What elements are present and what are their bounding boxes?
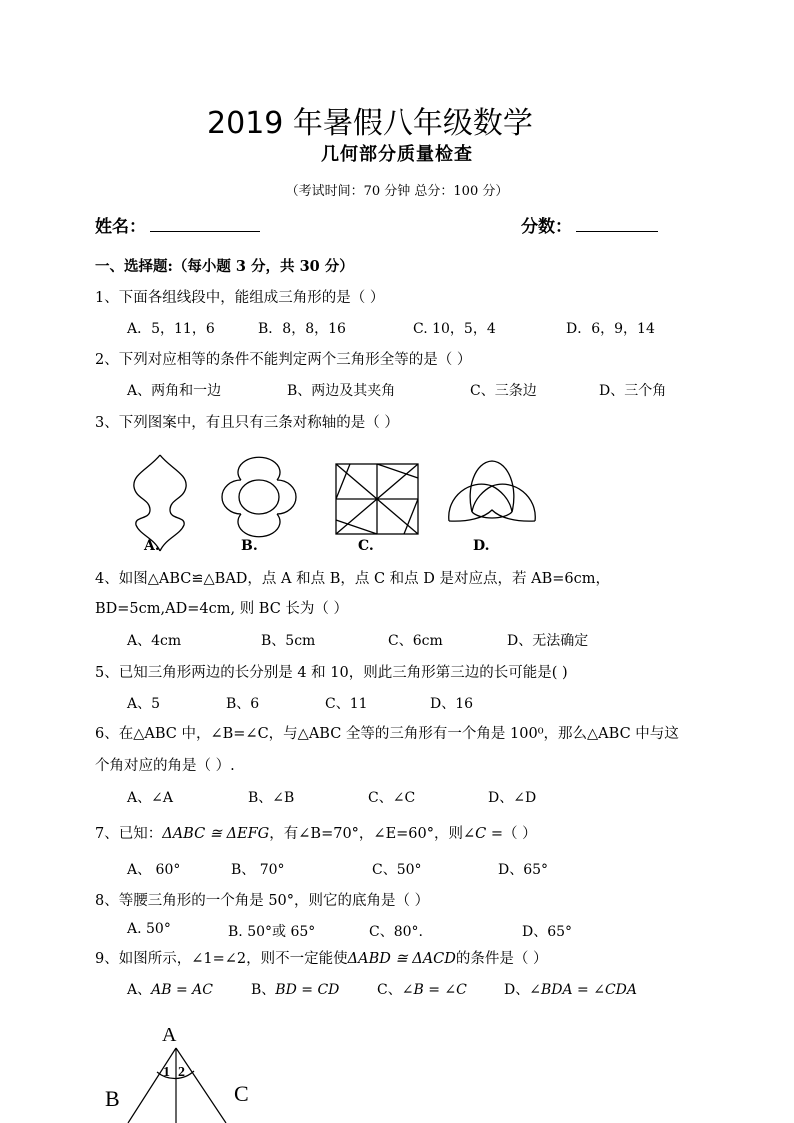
score-label: 分数： bbox=[521, 217, 572, 237]
q9-option-b-letter: B、 bbox=[251, 982, 276, 998]
exam-time-info: （考试时间：70 分钟 总分：100 分） bbox=[285, 184, 509, 199]
figure-a-label[interactable]: A. bbox=[144, 538, 160, 554]
q1-option-c[interactable]: C. 10，5，4 bbox=[413, 321, 496, 337]
point-a-label: A bbox=[162, 1024, 177, 1046]
q9-option-d-letter: D、 bbox=[504, 982, 530, 998]
q9-prefix: 9、如图所示，∠1=∠2，则不一定能使 bbox=[95, 951, 348, 967]
q2-option-c[interactable]: C、三条边 bbox=[470, 383, 537, 399]
point-c-label: C bbox=[234, 1081, 249, 1106]
q4-option-d[interactable]: D、无法确定 bbox=[507, 633, 589, 649]
q7-prefix: 7、已知： bbox=[95, 826, 163, 842]
name-label: 姓名： bbox=[95, 217, 146, 237]
q5-option-a[interactable]: A、5 bbox=[127, 696, 161, 712]
question-6-line-1: 6、在△ABC 中，∠B=∠C，与△ABC 全等的三角形有一个角是 100⁰，那么△ABC 中与这 bbox=[95, 726, 679, 742]
q8-option-a[interactable]: A. 50° bbox=[127, 921, 171, 937]
section-heading: 一、选择题:（每小题 3 分，共 30 分） bbox=[95, 258, 354, 275]
q2-option-d[interactable]: D、三个角 bbox=[599, 383, 667, 399]
q5-option-c[interactable]: C、11 bbox=[325, 696, 368, 712]
q7-middle: ，有∠B=70°，∠E=60°，则 bbox=[269, 826, 464, 842]
q6-option-c[interactable]: C、∠C bbox=[368, 790, 416, 806]
figure-b-label[interactable]: B. bbox=[241, 538, 258, 554]
q8-option-c[interactable]: C、80°. bbox=[369, 924, 423, 940]
question-8: 8、等腰三角形的一个角是 50°，则它的底角是（ ） bbox=[95, 893, 430, 909]
q7-option-d[interactable]: D、65° bbox=[498, 862, 549, 878]
q8-option-b[interactable]: B. 50°或 65° bbox=[228, 924, 316, 940]
q9-option-a-math: AB = AC bbox=[151, 982, 213, 998]
q9-option-b-math: BD = CD bbox=[275, 982, 340, 998]
line-ac bbox=[176, 1048, 226, 1123]
q5-option-d[interactable]: D、16 bbox=[430, 696, 474, 712]
q1-option-d[interactable]: D．6，9，14 bbox=[566, 321, 655, 337]
question-5: 5、已知三角形两边的长分别是 4 和 10，则此三角形第三边的长可能是( ) bbox=[95, 665, 568, 681]
question-4-line-1: 4、如图△ABC≌△BAD，点 A 和点 B，点 C 和点 D 是对应点，若 AB=6cm， bbox=[95, 571, 611, 587]
figure-c-label[interactable]: C. bbox=[358, 538, 374, 554]
q4-option-b[interactable]: B、5cm bbox=[261, 633, 316, 649]
q7-angle-c: ∠C = bbox=[463, 826, 504, 842]
q7-option-c[interactable]: C、50° bbox=[372, 862, 422, 878]
question-6-line-2: 个角对应的角是（ ）. bbox=[95, 758, 235, 774]
q7-option-b[interactable]: B、 70° bbox=[231, 862, 285, 878]
q4-option-c[interactable]: C、6cm bbox=[388, 633, 443, 649]
page-title: 2019 年暑假八年级数学 bbox=[207, 106, 533, 141]
q9-option-c-letter: C、 bbox=[377, 982, 402, 998]
page-subtitle: 几何部分质量检查 bbox=[321, 144, 473, 165]
q1-option-a[interactable]: A．5，11，6 bbox=[127, 321, 215, 337]
q6-option-a[interactable]: A、∠A bbox=[127, 790, 173, 806]
q7-suffix: （ ） bbox=[503, 826, 537, 842]
question-4-line-2: BD=5cm,AD=4cm, 则 BC 长为（ ） bbox=[95, 601, 349, 617]
point-b-label: B bbox=[105, 1086, 120, 1111]
q9-congruence: ΔABD ≅ ΔACD bbox=[347, 951, 456, 967]
q2-option-a[interactable]: A、两角和一边 bbox=[127, 383, 222, 399]
angle-1-label: 1 bbox=[163, 1065, 170, 1080]
line-ab bbox=[128, 1048, 176, 1123]
q9-option-a-letter: A、 bbox=[127, 982, 152, 998]
q7-option-a[interactable]: A、 60° bbox=[127, 862, 181, 878]
question-1: 1、下面各组线段中，能组成三角形的是（ ） bbox=[95, 290, 385, 306]
q7-congruence: ΔABC ≅ ΔEFG bbox=[162, 826, 270, 842]
q8-option-d[interactable]: D、65° bbox=[522, 924, 573, 940]
q6-option-b[interactable]: B、∠B bbox=[248, 790, 295, 806]
q9-suffix: 的条件是（ ） bbox=[455, 951, 548, 967]
question-2: 2、下列对应相等的条件不能判定两个三角形全等的是（ ） bbox=[95, 352, 472, 368]
q9-option-c-math: ∠B = ∠C bbox=[401, 982, 467, 998]
q2-option-b[interactable]: B、两边及其夹角 bbox=[287, 383, 396, 399]
q4-option-a[interactable]: A、4cm bbox=[127, 633, 182, 649]
angle-2-label: 2 bbox=[178, 1065, 185, 1080]
question-3: 3、下列图案中，有且只有三条对称轴的是（ ） bbox=[95, 415, 399, 431]
figure-d-label[interactable]: D. bbox=[473, 538, 490, 554]
q5-option-b[interactable]: B、6 bbox=[226, 696, 260, 712]
q6-option-d[interactable]: D、∠D bbox=[488, 790, 537, 806]
q9-option-d-math: ∠BDA = ∠CDA bbox=[529, 982, 637, 998]
q1-option-b[interactable]: B．8，8，16 bbox=[258, 321, 346, 337]
